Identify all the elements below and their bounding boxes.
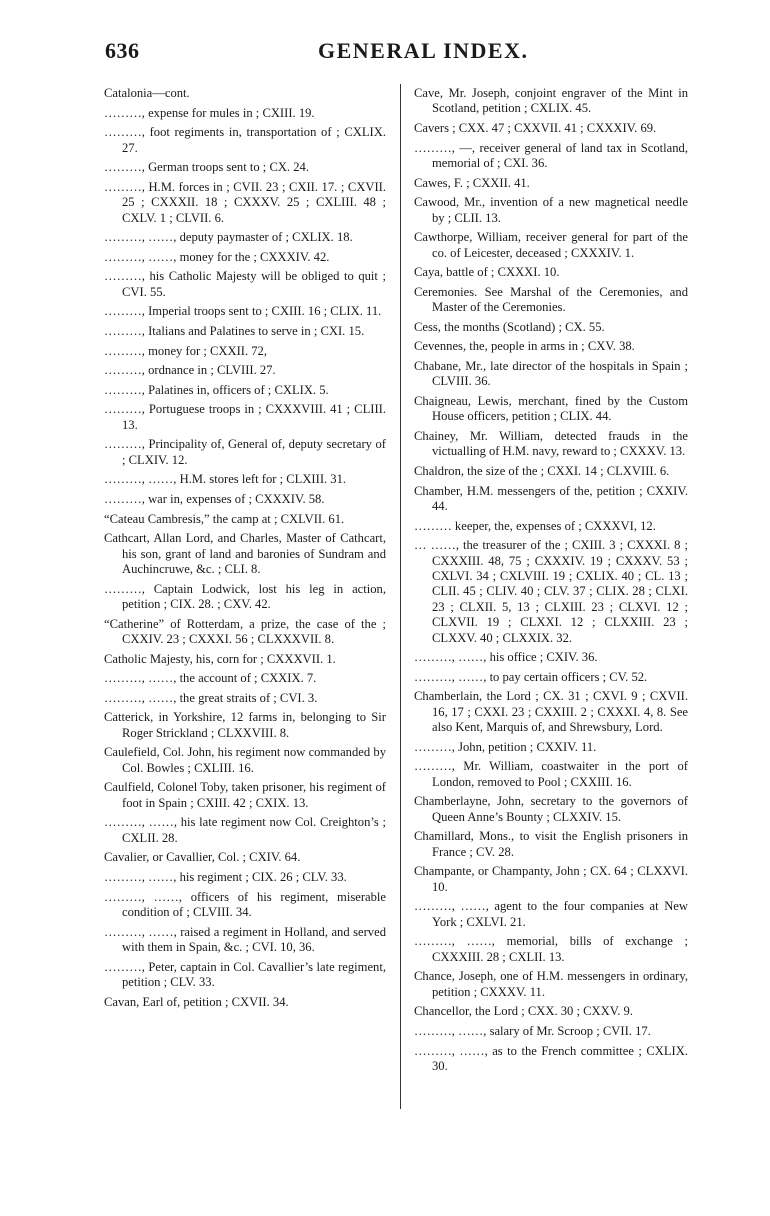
index-entry: ………, John, petition ; CXXIV. 11. [414,739,597,754]
index-entry: Cavalier, or Cavallier, Col. ; CXIV. 64. [104,850,301,865]
index-entry: Champante, or Champanty, John ; CX. 64 ; CLXXVI. 10. [414,864,688,894]
index-entry: Catholic Majesty, his, corn for ; CXXXVII. 1. [104,651,336,666]
index-entry: ………, German troops sent to ; CX. 24. [104,160,309,175]
index-entry: ………, ……, deputy paymaster of ; CXLIX. 18. [104,230,353,245]
index-entry: ………, ……, memorial, bills of exchange ; CXXXIII. 28 ; CXLII. 13. [414,934,688,964]
index-entry: Chainey, Mr. William, detected frauds in the victualling of H.M. navy, reward to ; CXXXV. 13. [414,428,688,459]
index-entry: Cave, Mr. Joseph, conjoint engraver of the Mint in Scotland, petition ; CXLIX. 45. [414,86,688,116]
index-entry: ………, Mr. William, coastwaiter in the port of London, removed to Pool ; CXXIII. 16. [414,759,688,789]
index-entry: ………, ……, the account of ; CXXIX. 7. [104,671,317,686]
column-divider [400,84,401,1109]
index-column-right [414,86,688,1079]
index-entry: ………, Portuguese troops in ; CXXXVIII. 41 ; CLIII. 13. [104,402,386,432]
index-entry: Chancellor, the Lord ; CXX. 30 ; CXXV. 9. [414,1004,633,1019]
index-entry: ………, expense for mules in ; CXIII. 19. [104,105,315,120]
index-entry: ………, Italians and Palatines to serve in ; CXI. 15. [104,323,365,338]
index-entry: ………, Captain Lodwick, lost his leg in action, petition ; CIX. 28. ; CXV. 42. [104,581,386,611]
index-entry: Caya, battle of ; CXXXI. 10. [414,265,560,280]
index-entry: ………, his Catholic Majesty will be obliged to quit ; CVI. 55. [104,269,386,299]
index-column-left [104,86,386,1014]
index-entry: ………, —, receiver general of land tax in Scotland, memorial of ; CXI. 36. [414,140,688,170]
index-entry: Chaigneau, Lewis, merchant, fined by the Custom House officers, petition ; CLIX. 44. [414,393,688,424]
index-entry: Chamillard, Mons., to visit the English prisoners in France ; CV. 28. [414,829,688,859]
index-entry: ………, ……, raised a regiment in Holland, and served with them in Spain, &c. ; CVI. 10, 36. [104,924,386,954]
running-head: GENERAL INDEX. [318,38,529,63]
index-entry: Cathcart, Allan Lord, and Charles, Master of Cathcart, his son, grant of land and baronies of Sundram and Auchincruwe, &c. ; CLI. 8. [104,531,386,576]
index-entry: … ……, the treasurer of the ; CXIII. 3 ; CXXXI. 8 ; CXXXIII. 48, 75 ; CXXXIV. 19 ; CXXXV. 53 ; CXLVI. 34 ; CXLVIII. 19 ; CXLIX. 40 ; CL. 13 ; CLII. 45 ; CLIV. 40 ; CLV. 37 ; CLIX. 28 ; CLXI. 23 ; CLXII. 5, 13 ; CLXIII. 23 ; CLXVI. 12 ; CLXVII. 19 ; CLXXI. 12 ; CLXXIII. 23 ; CLXXV. 40 ; CLXXIX. 32. [414,538,688,645]
index-entry: ………, ……, to pay certain officers ; CV. 52. [414,669,648,684]
index-entry: Ceremonies. See Marshal of the Ceremonies, and Master of the Ceremonies. [414,284,688,315]
index-entry: Cavers ; CXX. 47 ; CXXVII. 41 ; CXXXIV. 69. [414,121,657,135]
index-entry: Caulfield, Colonel Toby, taken prisoner, his regiment of foot in Spain ; CXIII. 42 ; CXIX. 13. [104,780,386,810]
index-entry: ………, ……, officers of his regiment, miserable condition of ; CLVIII. 34. [104,889,386,919]
index-entry: ………, ……, his regiment ; CIX. 26 ; CLV. 33. [104,869,347,884]
index-entry: ………, Palatines in, officers of ; CXLIX. 5. [104,382,329,397]
index-entry: “Cateau Cambresis,” the camp at ; CXLVII. 61. [104,511,345,526]
index-entry: ………, ……, his office ; CXIV. 36. [414,650,598,665]
index-entry: Cawes, F. ; CXXII. 41. [414,175,530,190]
index-entry: ………, foot regiments in, transportation of ; CXLIX. 27. [104,125,386,155]
index-entry: ………, ordnance in ; CLVIII. 27. [104,363,276,378]
index-entry: ………, Peter, captain in Col. Cavallier’s late regiment, petition ; CLV. 33. [104,959,386,989]
index-entry: “Catherine” of Rotterdam, a prize, the case of the ; CXXIV. 23 ; CXXXI. 56 ; CLXXXVII. 8. [104,616,386,646]
index-entry: ………, ……, H.M. stores left for ; CLXIII. 31. [104,472,347,487]
index-entry: Cawood, Mr., invention of a new magnetical needle by ; CLII. 13. [414,195,688,225]
index-entry: Chamberlayne, John, secretary to the governors of Queen Anne’s Bounty ; CLXXIV. 15. [414,794,688,824]
index-entry: ………, ……, salary of Mr. Scroop ; CVII. 17. [414,1023,651,1038]
index-entry: ………, ……, his late regiment now Col. Creighton’s ; CXLII. 28. [104,815,386,845]
index-entry: Catalonia—cont. [104,86,190,100]
index-entry: Cevennes, the, people in arms in ; CXV. 38. [414,339,635,354]
index-entry: ………, Imperial troops sent to ; CXIII. 16 ; CLIX. 11. [104,304,382,319]
index-entry: Chance, Joseph, one of H.M. messengers in ordinary, petition ; CXXXV. 11. [414,969,688,999]
index-entry: Caulefield, Col. John, his regiment now commanded by Col. Bowles ; CXLIII. 16. [104,745,386,775]
index-entry: Cavan, Earl of, petition ; CXVII. 34. [104,994,289,1009]
index-entry: ………, ……, agent to the four companies at New York ; CXLVI. 21. [414,899,688,929]
index-entry: ……… keeper, the, expenses of ; CXXXVI, 12. [414,518,656,533]
page-number: 636 [105,38,140,63]
index-entry: ………, money for ; CXXII. 72, [104,343,267,358]
index-entry: Catterick, in Yorkshire, 12 farms in, belonging to Sir Roger Strickland ; CLXXVIII. 8. [104,710,386,740]
index-entry: Chamberlain, the Lord ; CX. 31 ; CXVI. 9 ; CXVII. 16, 17 ; CXXI. 23 ; CXXIII. 2 ; CXXXI. 4, 8. See also Kent, Marquis of, and Shrewsbury, Lord. [414,689,688,735]
index-entry: Chabane, Mr., late director of the hospitals in Spain ; CLVIII. 36. [414,358,688,389]
index-entry: Chaldron, the size of the ; CXXI. 14 ; CLXVIII. 6. [414,463,670,478]
index-entry: ………, ……, money for the ; CXXXIV. 42. [104,249,330,264]
index-entry: ………, ……, the great straits of ; CVI. 3. [104,690,318,705]
index-entry: ………, Principality of, General of, deputy secretary of ; CLXIV. 12. [104,437,386,467]
index-entry: ………, H.M. forces in ; CVII. 23 ; CXII. 17. ; CXVII. 25 ; CXXXII. 18 ; CXXXV. 25 ; CXLIII. 48 ; CXLV. 1 ; CLVII. 6. [104,179,386,225]
index-entry: Chamber, H.M. messengers of the, petition ; CXXIV. 44. [414,483,688,513]
index-entry: Cess, the months (Scotland) ; CX. 55. [414,319,605,334]
index-entry: Cawthorpe, William, receiver general for part of the co. of Leicester, deceased ; CXXXIV. 1. [414,230,688,260]
index-entry: ………, war in, expenses of ; CXXXIV. 58. [104,491,325,506]
index-entry: ………, ……, as to the French committee ; CXLIX. 30. [414,1043,688,1073]
